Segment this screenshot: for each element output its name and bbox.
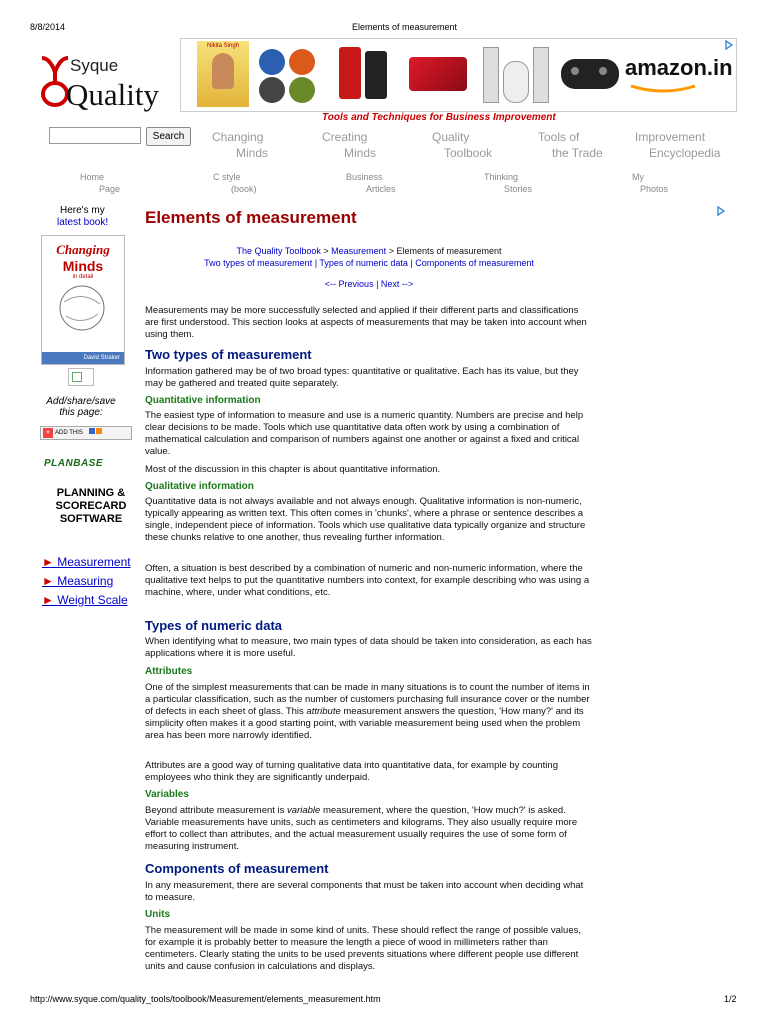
quantitative-paragraph: The easiest type of information to measure and use is a numeric quantity. Numbers are precise and help clear decisions to be made. Tools which use quantitative data often work by using a combination of mathematical calculation and comparison of numbers against one another or against a fixed and critical value. (145, 410, 584, 457)
nav-line: My (632, 172, 644, 182)
breadcrumb (145, 246, 593, 256)
heading-numeric-data: Types of numeric data (145, 618, 283, 633)
ad-amazon-text: amazon.in (625, 55, 733, 80)
share-label-line: this page: (59, 407, 103, 418)
heading-components: Components of measurement (145, 861, 329, 876)
plus-icon: + (43, 428, 53, 438)
book-title-1: Changing (56, 242, 110, 257)
toc-separator: | (407, 258, 416, 268)
planbase-ad-text[interactable] (46, 487, 136, 526)
sidebar-heres-my: Here's my (60, 205, 105, 216)
nav-line: Toolbook (444, 146, 493, 160)
page-toc (145, 258, 593, 268)
nav-line: Articles (366, 184, 396, 194)
share-service-icon (89, 428, 95, 434)
heading-units: Units (145, 909, 170, 920)
heading-qualitative: Qualitative information (145, 481, 254, 492)
sidebar-link-label: Measurement (57, 555, 131, 569)
variable-term: variable (287, 805, 321, 816)
attribute-term: attribute (306, 706, 341, 717)
search-button[interactable]: Search (146, 127, 191, 146)
nav-line: (book) (231, 184, 257, 194)
nav-thinking-stories[interactable] (484, 171, 532, 195)
nav-line: Photos (640, 184, 669, 194)
adchoices-icon[interactable] (724, 40, 734, 50)
print-title: Elements of measurement (352, 22, 458, 32)
planbase-line: SOFTWARE (59, 513, 123, 525)
print-date: 8/8/2014 (30, 22, 66, 32)
arrow-right-icon: ► (42, 593, 58, 607)
share-service-icon (96, 428, 102, 434)
heading-variables: Variables (145, 789, 189, 800)
book-author: David Straker (42, 352, 124, 364)
numeric-data-paragraph: When identifying what to measure, two main types of data should be taken into consideration, as each has applications where it is more useful. (145, 636, 592, 659)
share-label (46, 396, 116, 418)
attributes-text: measurement answers the question, 'How many?' and its simplicity often makes it a good starting point, with variable measurement being used when the problem area has been more narrowly identified. (145, 706, 584, 741)
attributes-text: One of the simplest measurements that can be made in many situations is to count the number of items in a particular classification, such as the number of customers purchasing full insurance cover or the number of defects in each sheet of glass. This (145, 682, 590, 717)
nav-line: Thinking (484, 172, 519, 182)
nav-line: C style (213, 172, 241, 182)
previous-link[interactable]: <-- Previous (324, 279, 374, 289)
nav-line: the Trade (552, 146, 603, 160)
print-url: http://www.syque.com/quality_tools/toolbook/Measurement/elements_measurement.htm (30, 994, 381, 1004)
attributes-paragraph-2: Attributes are a good way of turning qualitative data into quantitative data, for example by counting employees who think they are significantly underpaid. (145, 760, 558, 783)
ad-speaker-system-image[interactable] (477, 41, 553, 107)
sidebar-link-measuring[interactable] (42, 574, 113, 588)
heading-quantitative: Quantitative information (145, 395, 261, 406)
book-subtitle: in detail (72, 274, 94, 280)
nav-line: Encyclopedia (649, 146, 721, 160)
toc-link-components[interactable]: Components of measurement (415, 258, 534, 268)
breadcrumb-toolbook[interactable]: The Quality Toolbook (236, 246, 321, 256)
nav-line: Creating (322, 130, 368, 144)
broken-image-icon[interactable] (68, 368, 94, 386)
nav-improvement-encyclopedia[interactable] (635, 129, 720, 161)
prev-next-separator: | (373, 279, 381, 289)
tagline: Tools and Techniques for Business Improvement (322, 112, 556, 123)
prev-next-nav (145, 279, 593, 289)
sidebar-link-weight-scale[interactable] (42, 593, 128, 607)
nav-creating-minds[interactable] (322, 129, 376, 161)
book-cover-illustration-icon (48, 282, 118, 338)
qualitative-paragraph: Quantitative data is not always available and not always enough. Qualitative information is non-numeric, typically appearing as written text. This often comes in 'chunks', where a phrase or sentence describes a single, independent piece of information. Tools which use qualitative data typically organize and structure these chunks relative to one another, thus revealing further information. (145, 496, 586, 543)
logo-brand-top[interactable]: Syque (70, 56, 119, 75)
variables-text: measurement, where the question, 'How much?' is asked. Variable measurements have units, such as centimeters and kilograms. They also usually require more effort to collect than attributes, and the actual measurement usually requires the use of some form of measuring instrument. (145, 805, 578, 852)
nav-line: Improvement (635, 130, 706, 144)
book-cover-image[interactable] (41, 235, 125, 365)
heading-attributes: Attributes (145, 666, 193, 677)
addthis-button[interactable] (40, 426, 132, 440)
components-paragraph: In any measurement, there are several components that must be taken into account when deciding what to measure. (145, 880, 584, 903)
two-types-paragraph: Information gathered may be of two broad types: quantitative or qualitative. Each has its value, but they may be gathered and treated quite separately. (145, 366, 579, 389)
search-input[interactable] (49, 127, 141, 144)
logo-brand-bottom[interactable]: Quality (66, 77, 159, 112)
print-page-number: 1/2 (724, 994, 737, 1004)
ad-gamepad-image[interactable] (559, 41, 621, 107)
qualitative-paragraph-2: Often, a situation is best described by a combination of numeric and non-numeric information, where the qualitative text helps to put the quantitative numbers into context, for example describing who was using a machine, where, under what conditions, etc. (145, 563, 590, 598)
units-paragraph: The measurement will be made in some kind of units. These should reflect the range of possible values, for example it is probably better to measure the length a piece of wood in millimeters rather than centimeters. Clearly stating the units to be used prevents situations where different people use different units and cause confusion in calculations and displays. (145, 925, 582, 972)
arrow-right-icon: ► (42, 555, 58, 569)
nav-line: Changing (212, 130, 264, 144)
planbase-logo[interactable]: PLANBASE (44, 458, 104, 469)
book-title-2: Minds (62, 258, 104, 274)
nav-changing-minds[interactable] (212, 129, 268, 161)
sidebar-latest-book-link[interactable]: latest book! (57, 217, 109, 228)
ad-book-image[interactable] (197, 41, 249, 107)
sidebar-link-label: Measuring (57, 574, 114, 588)
ad-harddrive-image[interactable] (405, 41, 471, 107)
adchoices-icon[interactable] (716, 206, 726, 216)
toc-link-numeric-data[interactable]: Types of numeric data (319, 258, 408, 268)
breadcrumb-separator: > (320, 246, 332, 256)
nav-home-page[interactable] (80, 171, 120, 195)
addthis-label: ADD THIS (55, 430, 83, 436)
nav-line: Stories (504, 184, 533, 194)
next-link[interactable]: Next --> (380, 279, 414, 289)
attributes-paragraph (145, 682, 593, 742)
nav-my-photos[interactable] (632, 171, 668, 195)
sidebar-link-measurement[interactable] (42, 555, 131, 569)
planbase-line: PLANNING & (56, 487, 126, 499)
variables-paragraph (145, 805, 593, 853)
sidebar-link-label: Weight Scale (57, 593, 128, 607)
breadcrumb-separator: > (386, 246, 397, 256)
nav-tools-of-the-trade[interactable] (538, 129, 603, 161)
toc-link-two-types[interactable]: Two types of measurement (204, 258, 313, 268)
planbase-line: SCORECARD (55, 500, 127, 512)
arrow-right-icon: ► (42, 574, 58, 588)
page-title: Elements of measurement (145, 208, 357, 227)
nav-line: Home (80, 172, 105, 182)
quantitative-paragraph-2: Most of the discussion in this chapter is about quantitative information. (145, 464, 441, 475)
nav-business-articles[interactable] (346, 171, 396, 195)
nav-line: Minds (236, 146, 269, 160)
nav-c-style-book[interactable] (213, 171, 257, 195)
nav-line: Minds (344, 146, 377, 160)
variables-text: Beyond attribute measurement is (145, 805, 288, 816)
ad-person-name: Nikita Singh (206, 43, 239, 49)
breadcrumb-measurement[interactable]: Measurement (331, 246, 387, 256)
nav-line: Business (346, 172, 383, 182)
nav-line: Tools of (538, 130, 580, 144)
share-label-line: Add/share/save (46, 396, 116, 407)
nav-line: Quality (432, 130, 470, 144)
nav-quality-toolbook[interactable] (432, 129, 492, 161)
ad-phone-image[interactable] (331, 41, 397, 107)
ad-speakers-image[interactable] (255, 41, 323, 107)
breadcrumb-current: Elements of measurement (396, 246, 502, 256)
intro-paragraph: Measurements may be more successfully selected and applied if their different parts and classifications are first understood. This section looks at aspects of measurements that may be taken into account when using them. (145, 305, 587, 340)
ad-amazon-logo[interactable] (625, 41, 733, 107)
ad-banner[interactable] (180, 38, 737, 112)
heading-two-types: Two types of measurement (145, 347, 312, 362)
toc-separator: | (312, 258, 320, 268)
nav-line: Page (99, 184, 121, 194)
